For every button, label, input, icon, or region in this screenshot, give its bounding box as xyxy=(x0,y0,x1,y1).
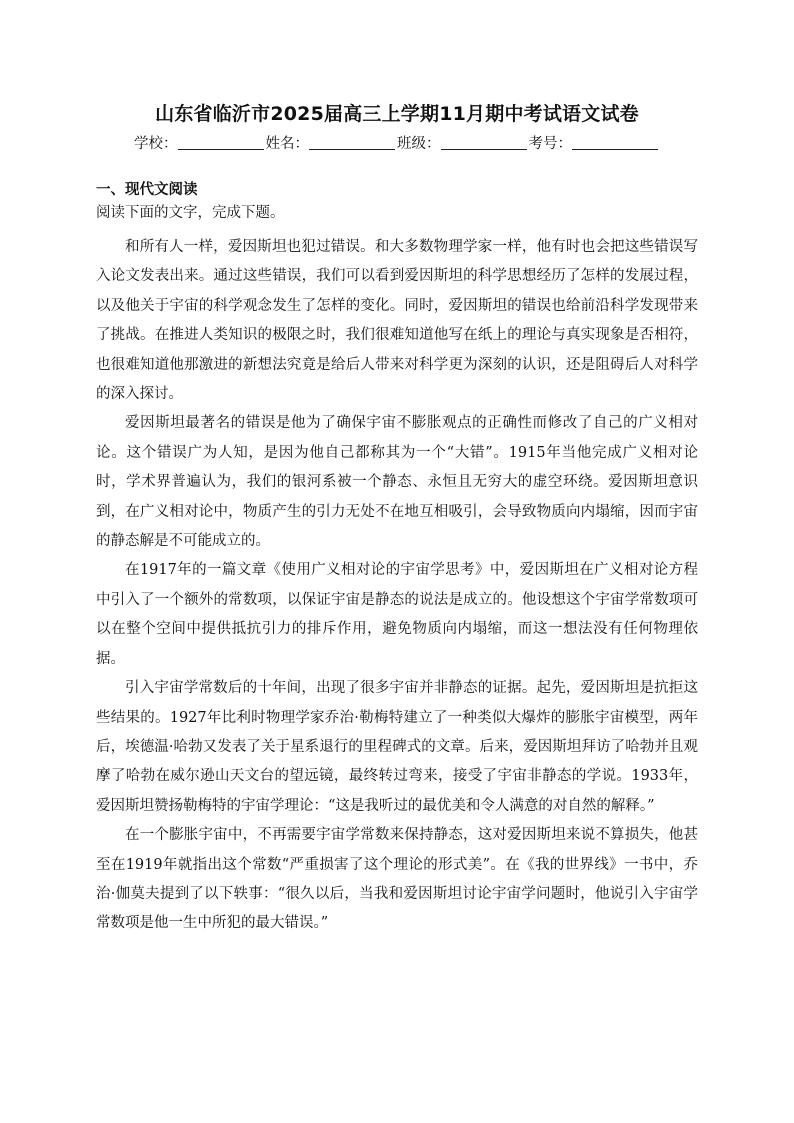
passage-paragraph-1: 和所有人一样，爱因斯坦也犯过错误。和大多数物理学家一样，他有时也会把这些错误写入论文发表出来。通过这些错误，我们可以看到爱因斯坦的科学思想经历了怎样的发展过程，以及他关于宇宙的科学观念发生了怎样的变化。同时，爱因斯坦的错误也给前沿科学发现带来了挑战。在推进人类知识的极限之时，我们很难知道他写在纸上的理论与真实现象是否相符，也很难知道他那激进的新想法究竟是给后人带来对科学更为深刻的认识，还是阻碍后人对科学的深入探讨。 xyxy=(96,239,698,403)
reading-passage xyxy=(96,233,698,939)
name-blank[interactable] xyxy=(309,135,395,150)
exam-title: 山东省临沂市2025届高三上学期11月期中考试语文试卷 xyxy=(155,103,639,125)
passage-paragraph-4: 引入宇宙学常数后的十年间，出现了很多宇宙并非静态的证据。起先，爱因斯坦是抗拒这些结果的。1927年比利时物理学家乔治·勒梅特建立了一种类似大爆炸的膨胀宇宙模型，两年后，埃德温·哈勃又发表了关于星系退行的里程碑式的文章。后来，爱因斯坦拜访了哈勃并且观摩了哈勃在威尔逊山天文台的望远镜，最终转过弯来，接受了宇宙非静态的学说。1933年，爱因斯坦赞扬勒梅特的宇宙学理论：“这是我听过的最优美和令人满意的对自然的解释。” xyxy=(96,680,698,814)
exam-number-blank[interactable] xyxy=(572,135,658,150)
school-blank[interactable] xyxy=(178,135,264,150)
student-info-row xyxy=(0,133,794,155)
name-label: 姓名： xyxy=(265,136,309,152)
passage-paragraph-2: 爱因斯坦最著名的错误是他为了确保宇宙不膨胀观点的正确性而修改了自己的广义相对论。这个错误广为人知，是因为他自己都称其为一个“大错”。1915年当他完成广义相对论时，学术界普遍认为，我们的银河系被一个静态、永恒且无穷大的虚空环绕。爱因斯坦意识到，在广义相对论中，物质产生的引力无处不在地互相吸引，会导致物质向内塌缩，因而宇宙的静态解是不可能成立的。 xyxy=(96,415,698,550)
passage-paragraph-5: 在一个膨胀宇宙中，不再需要宇宙学常数来保持静态，这对爱因斯坦来说不算损失，他甚至在1919年就指出这个常数“严重损害了这个理论的形式美”。在《我的世界线》一书中，乔治·伽莫夫提到了以下轶事：“很久以后，当我和爱因斯坦讨论宇宙学问题时，他说引入宇宙学常数项是他一生中所犯的最大错误。” xyxy=(96,827,698,932)
passage-paragraph-3: 在1917年的一篇文章《使用广义相对论的宇宙学思考》中，爱因斯坦在广义相对论方程中引入了一个额外的常数项，以保证宇宙是静态的说法是成立的。他设想这个宇宙学常数项可以在整个空间中提供抵抗引力的排斥作用，避免物质向内塌缩，而这一想法没有任何物理依据。 xyxy=(96,562,698,667)
section-heading: 一、现代文阅读 xyxy=(96,182,198,198)
class-blank[interactable] xyxy=(441,135,527,150)
class-label: 班级： xyxy=(397,136,441,152)
exam-number-label: 考号： xyxy=(528,136,572,152)
reading-instruction: 阅读下面的文字，完成下题。 xyxy=(96,205,285,221)
school-label: 学校： xyxy=(134,136,178,152)
